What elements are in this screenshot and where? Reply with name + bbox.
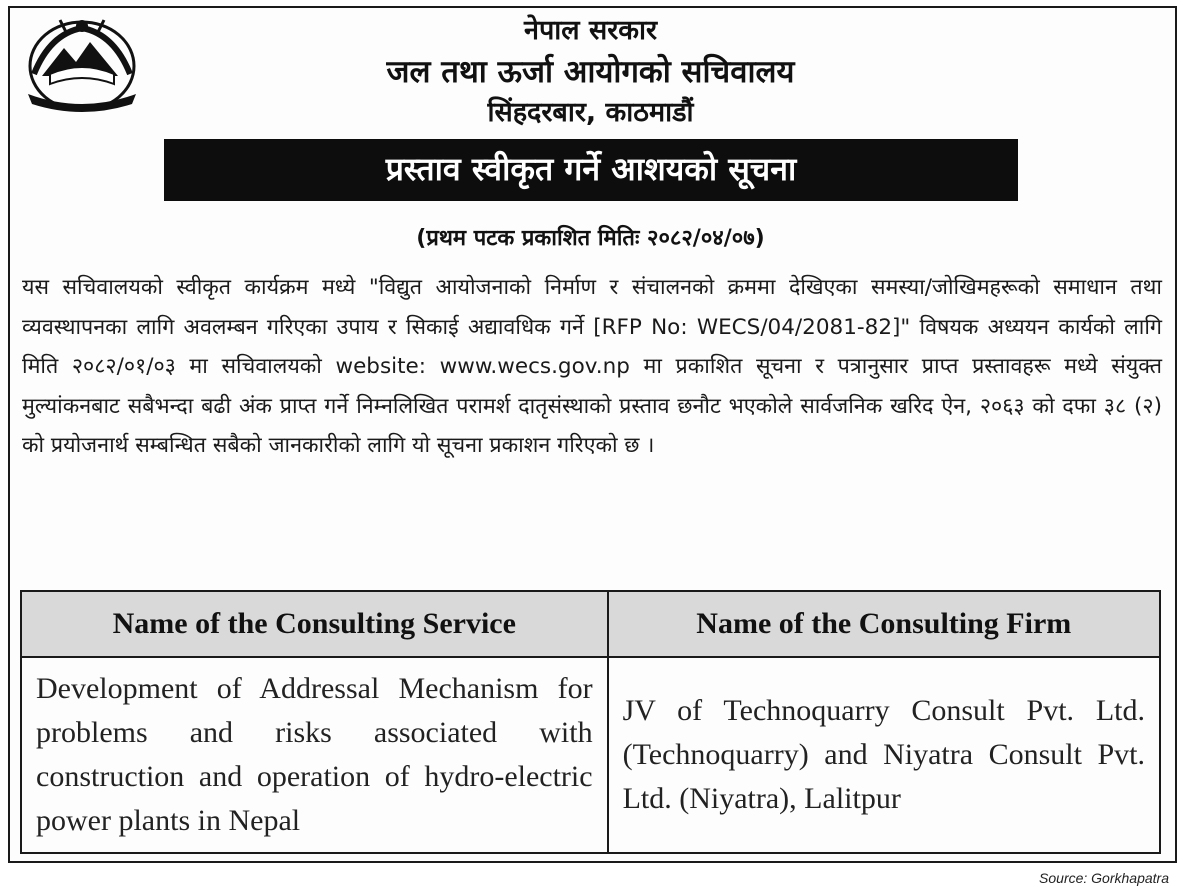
source-credit: Source: Gorkhapatra (1039, 870, 1169, 886)
consulting-table (20, 590, 1161, 854)
header-consulting-firm: Name of the Consulting Firm (608, 591, 1160, 657)
publication-date: (प्रथम पटक प्रकाशित मितिः २०८२/०४/०७) (416, 226, 765, 251)
notice-body-text: यस सचिवालयको स्वीकृत कार्यक्रम मध्ये "विद्युत आयोजनाको निर्माण र संचालनको क्रममा देखिएका समस्या/जोखिमहरूको समाधान तथा व्यवस्थापनका लागि अवलम्बन गरिएका उपाय र सिकाई अद्यावधिक गर्ने [RFP No: WECS/04/2081-82]" विषयक अध्ययन कार्यको लागि मिति २०८२/०१/०३ मा सचिवालयको website: www.wecs.gov.np मा प्रकाशित सूचना र पत्रानुसार प्राप्त प्रस्तावहरू मध्ये संयुक्त मुल्यांकनबाट सबैभन्दा बढी अंक प्राप्त गर्ने निम्नलिखित परामर्श दातृसंस्थाको प्रस्ताव छनौट भएकोले सार्वजनिक खरिद ऐन, २०६३ को दफा ३८ (२) को प्रयोजनार्थ सम्बन्धित सबैको जानकारीको लागि यो सूचना प्रकाशन गरिएको छ । (22, 275, 1162, 458)
header-consulting-service: Name of the Consulting Service (21, 591, 608, 657)
cell-consulting-firm: JV of Technoquarry Consult Pvt. Ltd. (Technoquarry) and Niyatra Consult Pvt. Ltd. (Niyatra), Lalitpur (608, 657, 1160, 853)
table-row (21, 657, 1160, 853)
notice-title: प्रस्ताव स्वीकृत गर्ने आशयको सूचना (164, 139, 1018, 201)
cell-consulting-service: Development of Addressal Mechanism for problems and risks associated with construction and operation of hydro-electric power plants in Nepal (21, 657, 608, 853)
header-government: नेपाल सरकार (523, 15, 658, 46)
header-address: सिंहदरबार, काठमाडौं (487, 97, 694, 128)
header-office: जल तथा ऊर्जा आयोगको सचिवालय (386, 54, 795, 90)
table-header-row (21, 591, 1160, 657)
